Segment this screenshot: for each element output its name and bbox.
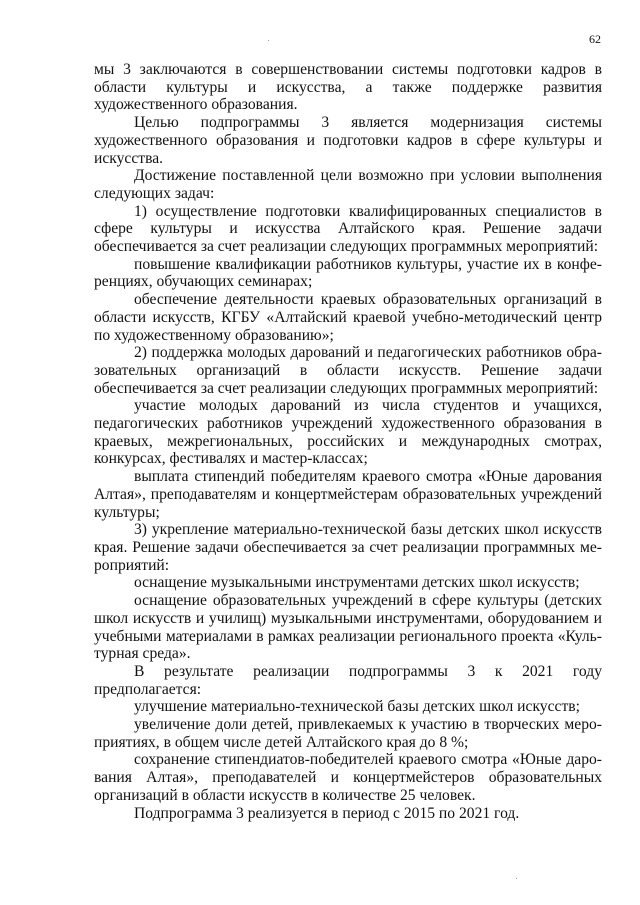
- scan-speck: [516, 878, 517, 879]
- scan-speck: [268, 40, 269, 41]
- page-number: 62: [589, 32, 601, 46]
- paragraph-task-2-measure-1: участие молодых дарований из числа студентов и учащихся, педагогических работников учреждений художественного образования в краевых, межрегиональных, российских и международных смотрах, конкурсах, фестивалях и мастер-классах;: [94, 397, 602, 468]
- paragraph-task-1-measure-1: повышение квалификации работников культуры, участие их в конференциях, обучающих семинарах;: [94, 255, 602, 291]
- paragraph-expected-result-2: увеличение доли детей, привлекаемых к участию в творческих мероприятиях, в общем числе детей Алтайского края до 8 %;: [94, 716, 602, 751]
- paragraph-task-1: 1) осуществление подготовки квалифицированных специалистов в сфере культуры и искусства Алтайского края. Решение задачи обеспечивается за счет реализации следующих программных мероприятий:: [94, 202, 602, 256]
- paragraph-task-1-measure-2: обеспечение деятельности краевых образовательных организаций в области искусств, КГБУ «Алтайский краевой учебно-методический центр по художественному образованию»;: [94, 291, 602, 344]
- paragraph-task-3: 3) укрепление материально-технической базы детских школ искусств края. Решение задачи обеспечивается за счет реализации программных мероприятий:: [94, 521, 602, 574]
- paragraph-task-3-measure-2: оснащение образовательных учреждений в сфере культуры (детских школ искусств и училищ) музыкальными инструментами, оборудованием и учебными материалами в рамках реализации регионального проекта «Культурная среда».: [94, 592, 602, 663]
- paragraph-implementation-period: Подпрограмма 3 реализуется в период с 2015 по 2021 год.: [134, 804, 520, 822]
- paragraph-expected-result-3: сохранение стипендиатов-победителей краевого смотра «Юные дарования Алтая», преподавателей и концертмейстеров образовательных организаций в области искусств в количестве 25 человек.: [94, 751, 602, 804]
- document-body: [94, 61, 602, 822]
- paragraph-task-3-measure-1: оснащение музыкальными инструментами детских школ искусств;: [134, 574, 580, 592]
- paragraph-goal-conditions: Достижение поставленной цели возможно при условии выполнения следующих задач:: [94, 167, 602, 202]
- paragraph-task-2: 2) поддержка молодых дарований и педагогических работников образовательных организаций в области искусств. Решение задачи обеспечивается за счет реализации следующих программных мероприятий:: [94, 344, 602, 397]
- paragraph-expected-results-intro: В результате реализации подпрограммы 3 к 2021 году предполагается:: [94, 662, 602, 698]
- paragraph-task-2-measure-2: выплата стипендий победителям краевого смотра «Юные дарования Алтая», преподавателям и концертмейстерам образовательных учреждений культуры;: [94, 468, 602, 521]
- paragraph-expected-result-1: улучшение материально-технической базы детских школ искусств;: [134, 698, 580, 716]
- paragraph-subprogram-purpose-continued: мы 3 заключаются в совершенствовании системы подготовки кадров в области культуры и искусства, а также поддержке развития художественного образования.: [94, 61, 602, 114]
- paragraph-subprogram-goal: Целью подпрограммы 3 является модернизация системы художественного образования и подготовки кадров в сфере культуры и искусства.: [94, 114, 602, 167]
